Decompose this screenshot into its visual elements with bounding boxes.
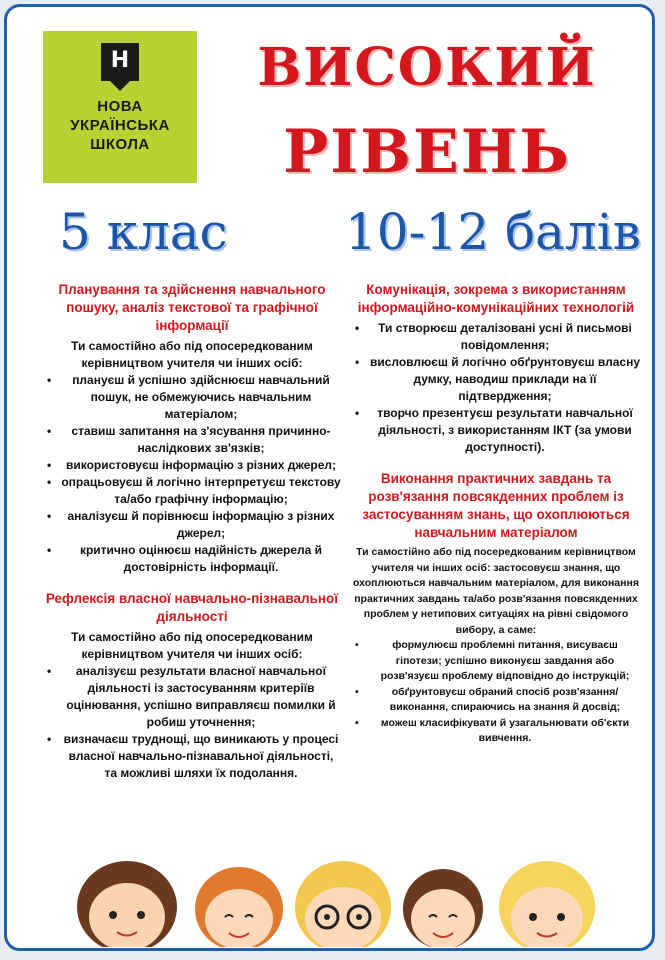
list-item: • критично оцінюєш надійність джерела й достовірність інформації. <box>43 542 341 576</box>
list-item: • творчо презентуєш результати навчальної діяльності, з використанням ІКТ (за умови доступності). <box>351 405 641 456</box>
nus-logo-mark: Н <box>101 43 139 81</box>
section-intro: Ти самостійно або під опосередкованим керівництвом учителя чи інших осіб: <box>71 630 313 661</box>
section-heading-reflection: Рефлексія власної навчально-пізнавальної діяльності <box>45 591 339 624</box>
list-item: • можеш класифікувати й узагальнювати об'єкти вивчення. <box>351 716 641 747</box>
list-item: • висловлюєш й логічно обґрунтовуєш власну думку, наводиш приклади на її підтвердження; <box>351 354 641 405</box>
list-item: • аналізуєш й порівнюєш інформацію з різних джерел; <box>43 508 341 542</box>
child-face-icon <box>295 861 391 947</box>
criteria-list <box>43 663 341 782</box>
child-face-icon <box>195 867 283 947</box>
section-intro: Ти самостійно або під опосередкованим керівництвом учителя чи інших осіб: <box>71 339 313 370</box>
left-column <box>43 281 341 782</box>
section-heading-communication: Комунікація, зокрема з використанням інформаційно-комунікаційних технологій <box>357 282 635 315</box>
list-item: • плануєш й успішно здійснюєш навчальний пошук, не обмежуючись навчальним матеріалом; <box>43 372 341 423</box>
list-item: • використовуєш інформацію з різних джерел; <box>43 457 341 474</box>
title-line-2: РІВЕНЬ <box>283 117 571 187</box>
list-item: • Ти створюєш деталізовані усні й письмові повідомлення; <box>351 320 641 354</box>
list-item: • формулюєш проблемні питання, висуваєш гіпотези; успішно виконуєш завдання або розв'язуєш проблему відповідно до інструкцій; <box>351 638 641 685</box>
section-heading-search: Планування та здійснення навчального пошуку, аналіз текстової та графічної інформації <box>58 282 326 333</box>
nus-logo <box>43 31 197 183</box>
nus-logo-arrow-icon <box>110 81 130 91</box>
nus-logo-text: НОВА УКРАЇНСЬКА ШКОЛА <box>70 98 170 153</box>
criteria-list <box>351 638 641 747</box>
child-face-icon <box>77 861 177 947</box>
list-item: • опрацьовуєш й логічно інтерпретуєш текстову та/або графічну інформацію; <box>43 474 341 508</box>
score-label: 10-12 балів <box>345 203 641 261</box>
children-illustration <box>7 837 652 947</box>
criteria-list <box>43 372 341 576</box>
list-item: • обґрунтовуєш обраний спосіб розв'язання/виконання, спираючись на знання й досвід; <box>351 685 641 716</box>
title-line-1: ВИСОКИЙ <box>257 37 597 98</box>
list-item: • визначаєш труднощі, що виникають у процесі власної навчально-пізнавальної діяльності, та можливі шляхи їх подолання. <box>43 731 341 782</box>
criteria-list <box>351 320 641 456</box>
section-intro: Ти самостійно або під посередкованим керівництвом учителя чи інших осіб: застосовуєш знання, що охоплюються навчальним матеріалом, для виконання практичних завдань та/або розв'язання повсякденних проблем у нетипових ситуаціях на рівні свідомого вибору, а саме: <box>353 546 639 636</box>
grade-label: 5 клас <box>59 203 228 261</box>
right-column <box>351 281 641 747</box>
poster-frame <box>4 4 655 951</box>
list-item: • ставиш запитання на з'ясування причинно-наслідкових зв'язків; <box>43 423 341 457</box>
list-item: • аналізуєш результати власної навчальної діяльності із застосуванням критеріїв оцінювання, успішно виправляєш помилки й робиш уточнення; <box>43 663 341 731</box>
child-face-icon <box>499 861 595 947</box>
section-heading-practice: Виконання практичних завдань та розв'язання повсякденних проблем із застосуванням знань, що охоплюються навчальним матеріалом <box>362 471 630 540</box>
child-face-icon <box>403 869 483 947</box>
